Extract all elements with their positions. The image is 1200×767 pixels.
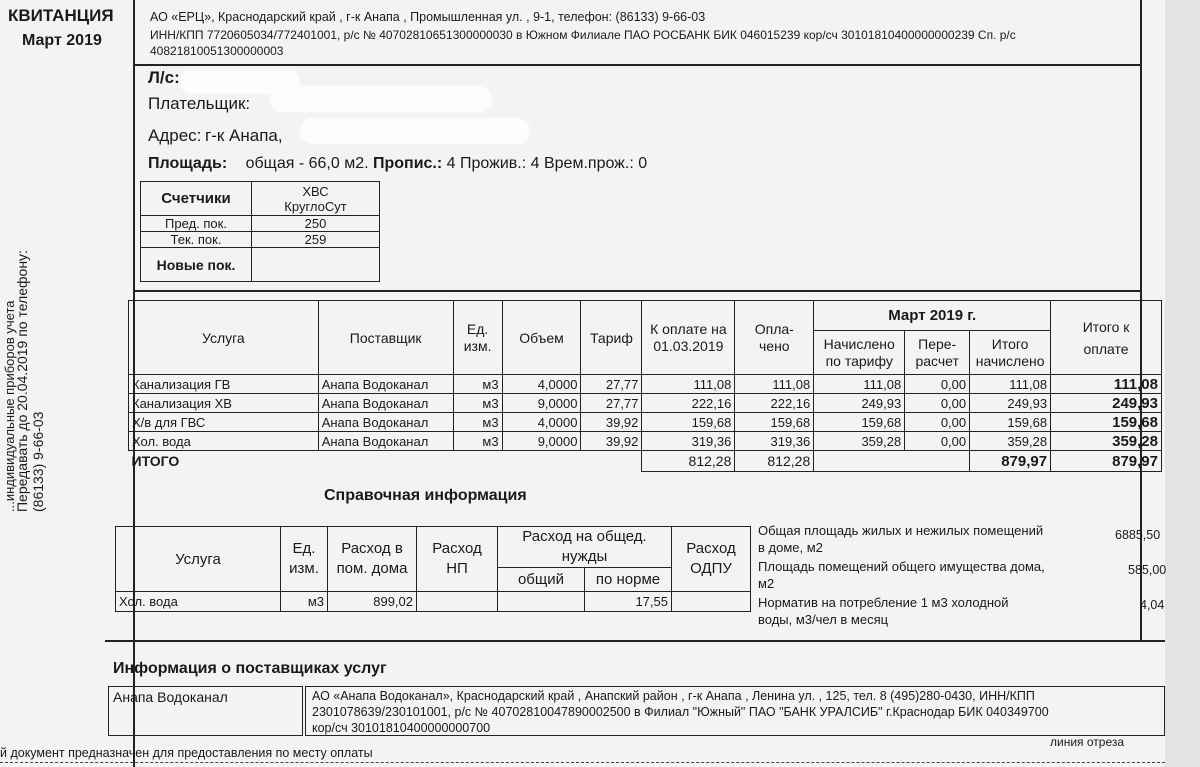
col-recalc (905, 331, 970, 375)
row-recalc: 0,00 (905, 413, 970, 432)
totals-due: 812,28 (642, 451, 735, 472)
prev-reading-label: Пред. пок. (141, 216, 252, 232)
row-tariff: 27,77 (581, 394, 642, 413)
row-service: Канализация ХВ (129, 394, 319, 413)
col-total-l1: Итого к (1082, 318, 1130, 335)
address-label: Адрес: (148, 126, 202, 145)
meters-column-header (252, 182, 380, 216)
row-total: 159,68 (1051, 413, 1162, 432)
account-label: Л/с: (148, 68, 180, 87)
table-row (129, 413, 1162, 432)
prev-reading-value: 250 (252, 216, 380, 232)
services-table (128, 300, 1162, 472)
ref-row-odpu (672, 592, 751, 612)
reference-table (115, 526, 751, 612)
row-unit: м3 (453, 394, 502, 413)
new-reading-label: Новые пок. (141, 248, 252, 282)
col-due (642, 301, 735, 375)
col-paid (735, 301, 814, 375)
note-3-line1: Норматив на потребление 1 м3 холодной (758, 595, 1009, 610)
note-1 (758, 522, 1043, 556)
supplier-details-line1: АО «Анапа Водоканал», Краснодарский край , Анапский район , г-к Анапа , Ленина ул. , 125, тел. 8 (495)280-0430, ИНН/КПП (312, 689, 1035, 703)
row-paid: 111,08 (735, 375, 814, 394)
living-value: 4 (530, 155, 540, 172)
temp-label: Врем.прож.: (543, 155, 634, 172)
totals-row (129, 451, 1162, 472)
col-provider: Поставщик (318, 301, 453, 375)
reference-title: Справочная информация (324, 487, 527, 504)
row-unit: м3 (453, 375, 502, 394)
row-accrued: 111,08 (814, 375, 905, 394)
area-value: общая - 66,0 м2. (245, 155, 369, 172)
ref-col-common-l1: Расход на общед. (522, 528, 647, 545)
note-3 (758, 594, 1009, 628)
col-due-l1: К оплате на (650, 320, 727, 337)
col-unit-l2: изм. (463, 337, 492, 354)
supplier-name: Анапа Водоканал (108, 686, 303, 736)
ref-col-common-l2: нужды (561, 548, 608, 565)
row-provider: Анапа Водоканал (318, 375, 453, 394)
totals-label: ИТОГО (129, 451, 642, 472)
area-line (148, 155, 647, 173)
footer-note: й документ предназначен для предоставления по месту оплаты (0, 746, 373, 760)
col-unit (453, 301, 502, 375)
col-accrued (814, 331, 905, 375)
ref-row-unit: м3 (281, 592, 328, 612)
temp-value: 0 (638, 155, 648, 172)
ref-row-common-total (498, 592, 585, 612)
row-paid: 159,68 (735, 413, 814, 432)
row-volume: 9,0000 (502, 432, 581, 451)
note-2 (758, 558, 1045, 592)
totals-total: 879,97 (1051, 451, 1162, 472)
col-total-accrued-l1: Итого (991, 335, 1029, 352)
bank-line-1: ИНН/КПП 7720605034/772401001, р/с № 40702810651300000030 в Южном Филиале ПАО РОСБАНК БИК 046015239 кор/сч 30101810400000000239 Сп. р/с (150, 28, 1016, 42)
row-unit: м3 (453, 413, 502, 432)
ref-col-np-l1: Расход (432, 540, 482, 557)
cut-line-label: линия отреза (1050, 735, 1125, 749)
col-period: Март 2019 г. (814, 301, 1051, 331)
col-total-accrued (970, 331, 1051, 375)
supplier-details-line3: кор/сч 30101810400000000700 (312, 721, 491, 735)
row-total-accrued: 111,08 (970, 375, 1051, 394)
col-paid-l1: Опла- (754, 320, 794, 337)
row-provider: Анапа Водоканал (318, 413, 453, 432)
ref-col-unit-l2: изм. (289, 560, 319, 577)
col-due-l2: 01.03.2019 (653, 337, 724, 354)
row-volume: 4,0000 (502, 375, 581, 394)
meters-table (140, 181, 380, 282)
col-total-accrued-l2: начислено (975, 352, 1045, 369)
ref-col-unit-l1: Ед. (292, 540, 316, 557)
living-label: Прожив.: (460, 155, 527, 172)
current-reading-value: 259 (252, 232, 380, 248)
ref-col-np-l2: НП (446, 560, 468, 577)
col-accrued-l1: Начислено (823, 335, 895, 352)
table-row (129, 375, 1162, 394)
ref-col-common-total: общий (498, 568, 585, 592)
address-value: г-к Анапа, (205, 126, 283, 145)
row-service: Х/в для ГВС (129, 413, 319, 432)
row-tariff: 39,92 (581, 413, 642, 432)
row-recalc: 0,00 (905, 375, 970, 394)
ref-col-odpu (672, 527, 751, 592)
ref-row-np (417, 592, 498, 612)
row-total: 249,93 (1051, 394, 1162, 413)
cut-line (0, 762, 1165, 763)
note-2-line2: м2 (758, 576, 775, 591)
row-accrued: 159,68 (814, 413, 905, 432)
table-row (116, 592, 751, 612)
note-1-line2: в доме, м2 (758, 540, 823, 555)
col-unit-l1: Ед. (466, 320, 489, 337)
ref-col-unit (281, 527, 328, 592)
row-service: Хол. вода (129, 432, 319, 451)
col-total (1051, 301, 1162, 375)
table-row (129, 394, 1162, 413)
ref-col-house (328, 527, 417, 592)
suppliers-title: Информация о поставщиках услуг (113, 660, 387, 677)
receipt-period: Март 2019 (22, 32, 102, 49)
row-service: Канализация ГВ (129, 375, 319, 394)
ref-col-odpu-l1: Расход (686, 540, 736, 557)
row-due: 222,16 (642, 394, 735, 413)
meters-col1: ХВС (302, 183, 329, 199)
note-2-line1: Площадь помещений общего имущества дома, (758, 559, 1045, 574)
row-due: 111,08 (642, 375, 735, 394)
ref-row-common-norm: 17,55 (585, 592, 672, 612)
side-note-line3: (86133) 9-66-03 (30, 411, 46, 512)
supplier-details (305, 686, 1165, 736)
org-line: АО «ЕРЦ», Краснодарский край , г-к Анапа , Промышленная ул. , 9-1, телефон: (86133) 9-66-03 (150, 10, 706, 24)
meters-header: Счетчики (141, 182, 252, 216)
row-provider: Анапа Водоканал (318, 432, 453, 451)
row-provider: Анапа Водоканал (318, 394, 453, 413)
row-volume: 9,0000 (502, 394, 581, 413)
row-paid: 222,16 (735, 394, 814, 413)
row-unit: м3 (453, 432, 502, 451)
row-total-accrued: 359,28 (970, 432, 1051, 451)
row-accrued: 249,93 (814, 394, 905, 413)
row-tariff: 27,77 (581, 375, 642, 394)
ref-col-service: Услуга (116, 527, 281, 592)
col-accrued-l2: по тарифу (825, 352, 893, 369)
payer-label: Плательщик: (148, 94, 251, 113)
side-note-line1: ...индивидуальные приборов учета (2, 300, 17, 512)
col-total-l2: оплате (1083, 340, 1129, 357)
header-divider (133, 64, 1141, 66)
supplier-details-line2: 2301078639/230101001, р/с № 40702810047890002500 в Филиал "Южный" ПАО "БАНК УРАЛСИБ" г.Краснодар БИК 040349700 (312, 705, 1049, 719)
registered-value: 4 (446, 155, 456, 172)
row-tariff: 39,92 (581, 432, 642, 451)
col-volume: Объем (502, 301, 581, 375)
col-tariff: Тариф (581, 301, 642, 375)
totals-total-accrued: 879,97 (970, 451, 1051, 472)
redacted-address (300, 118, 530, 144)
ref-col-common-norm: по норме (585, 568, 672, 592)
row-accrued: 359,28 (814, 432, 905, 451)
row-recalc: 0,00 (905, 394, 970, 413)
totals-paid: 812,28 (735, 451, 814, 472)
note-1-line1: Общая площадь жилых и нежилых помещений (758, 523, 1044, 538)
receipt-title: КВИТАНЦИЯ (8, 6, 114, 25)
new-reading-input[interactable] (252, 248, 380, 282)
row-total: 359,28 (1051, 432, 1162, 451)
side-note-line2: Передавать до 20.04.2019 по телефону: (14, 250, 30, 512)
meters-col2: КруглоСут (284, 198, 347, 214)
ref-row-service: Хол. вода (116, 592, 281, 612)
row-due: 319,36 (642, 432, 735, 451)
main-table-top-line (133, 290, 1141, 292)
totals-empty (814, 451, 970, 472)
table-row (129, 432, 1162, 451)
ref-col-house-l1: Расход в (341, 540, 403, 557)
redacted-payer (270, 86, 492, 112)
bank-line-2: 40821810051300000003 (150, 44, 284, 58)
note-3-value: 4,04 (1140, 598, 1165, 612)
ref-col-odpu-l2: ОДПУ (690, 560, 732, 577)
col-service: Услуга (129, 301, 319, 375)
row-due: 159,68 (642, 413, 735, 432)
suppliers-top-line (105, 640, 1165, 642)
current-reading-label: Тек. пок. (141, 232, 252, 248)
row-paid: 319,36 (735, 432, 814, 451)
row-total-accrued: 249,93 (970, 394, 1051, 413)
ref-row-house: 899,02 (328, 592, 417, 612)
row-total-accrued: 159,68 (970, 413, 1051, 432)
col-recalc-l1: Пере- (918, 335, 957, 352)
ref-col-np (417, 527, 498, 592)
note-3-line2: воды, м3/чел в месяц (758, 612, 889, 627)
area-label: Площадь: (148, 155, 228, 172)
note-1-value: 6885,50 (1115, 528, 1161, 542)
ref-col-house-l2: пом. дома (336, 560, 408, 577)
row-recalc: 0,00 (905, 432, 970, 451)
row-volume: 4,0000 (502, 413, 581, 432)
col-paid-l2: чено (759, 337, 790, 354)
registered-label: Пропис.: (372, 155, 443, 172)
ref-col-common (498, 527, 672, 568)
note-2-value: 585,00 (1128, 563, 1167, 577)
row-total: 111,08 (1051, 375, 1162, 394)
col-recalc-l2: расчет (915, 352, 959, 369)
